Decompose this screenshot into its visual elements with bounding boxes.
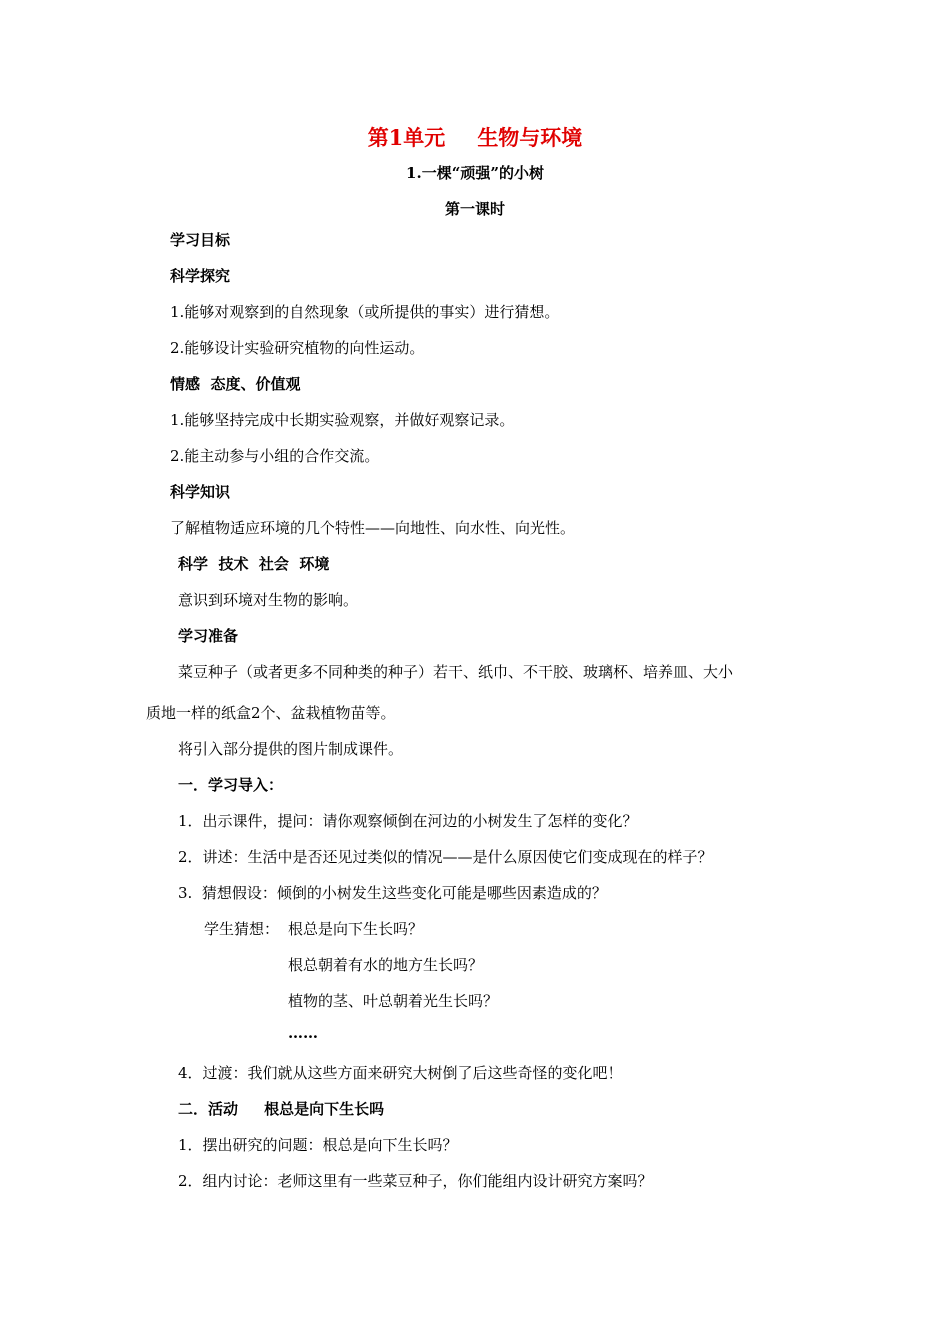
- unit-topic: 生物与环境: [477, 125, 583, 150]
- inquiry-item: 1.能够对观察到的自然现象（或所提供的事实）进行猜想。: [170, 303, 560, 321]
- attitude-heading: 情感 态度、价值观: [170, 375, 301, 393]
- goals-heading: 学习目标: [170, 231, 231, 249]
- inquiry-heading: 科学探究: [170, 267, 231, 285]
- stse-heading: 科学 技术 社会 环境: [178, 555, 330, 573]
- attitude-item: 1.能够坚持完成中长期实验观察，并做好观察记录。: [170, 411, 515, 429]
- guess-ellipsis: ……: [288, 1024, 318, 1042]
- knowledge-text: 了解植物适应环境的几个特性——向地性、向水性、向光性。: [170, 519, 576, 537]
- period-label: 第一课时: [444, 200, 505, 218]
- guess-label: 学生猜想：: [204, 920, 280, 938]
- guess-item: 根总是向下生长吗？: [288, 920, 424, 938]
- section1-heading: 一．学习导入：: [178, 776, 284, 794]
- attitude-item: 2.能主动参与小组的合作交流。: [170, 447, 380, 465]
- prep-text: 质地一样的纸盒2个、盆栽植物苗等。: [146, 704, 396, 722]
- section1-item: 1．出示课件，提问：请你观察倾倒在河边的小树发生了怎样的变化？: [178, 812, 638, 830]
- section2-item: 1．摆出研究的问题：根总是向下生长吗？: [178, 1136, 458, 1154]
- section1-item: 3. 猜想假设：倾倒的小树发生这些变化可能是哪些因素造成的？: [178, 884, 607, 902]
- stse-text: 意识到环境对生物的影响。: [178, 591, 359, 609]
- lesson-title: 1.一棵“顽强”的小树: [406, 164, 544, 182]
- transition-text: 4．过渡：我们就从这些方面来研究大树倒了后这些奇怪的变化吧！: [178, 1064, 623, 1082]
- prep-text: 菜豆种子（或者更多不同种类的种子）若干、纸巾、不干胶、玻璃杯、培养皿、大小: [178, 663, 734, 681]
- guess-item: 植物的茎、叶总朝着光生长吗？: [288, 992, 499, 1010]
- section1-item: 2．讲述：生活中是否还见过类似的情况——是什么原因使它们变成现在的样子？: [178, 848, 713, 866]
- section2-heading: 二．活动 根总是向下生长吗: [178, 1100, 385, 1118]
- section2-item: 2．组内讨论：老师这里有一些菜豆种子，你们能组内设计研究方案吗？: [178, 1172, 653, 1190]
- unit-title: [0, 124, 950, 152]
- guess-item: 根总朝着有水的地方生长吗？: [288, 956, 484, 974]
- unit-number: 第1单元: [367, 125, 446, 150]
- prep-text: 将引入部分提供的图片制成课件。: [178, 740, 404, 758]
- prep-heading: 学习准备: [178, 627, 239, 645]
- knowledge-heading: 科学知识: [170, 483, 231, 501]
- inquiry-item: 2.能够设计实验研究植物的向性运动。: [170, 339, 425, 357]
